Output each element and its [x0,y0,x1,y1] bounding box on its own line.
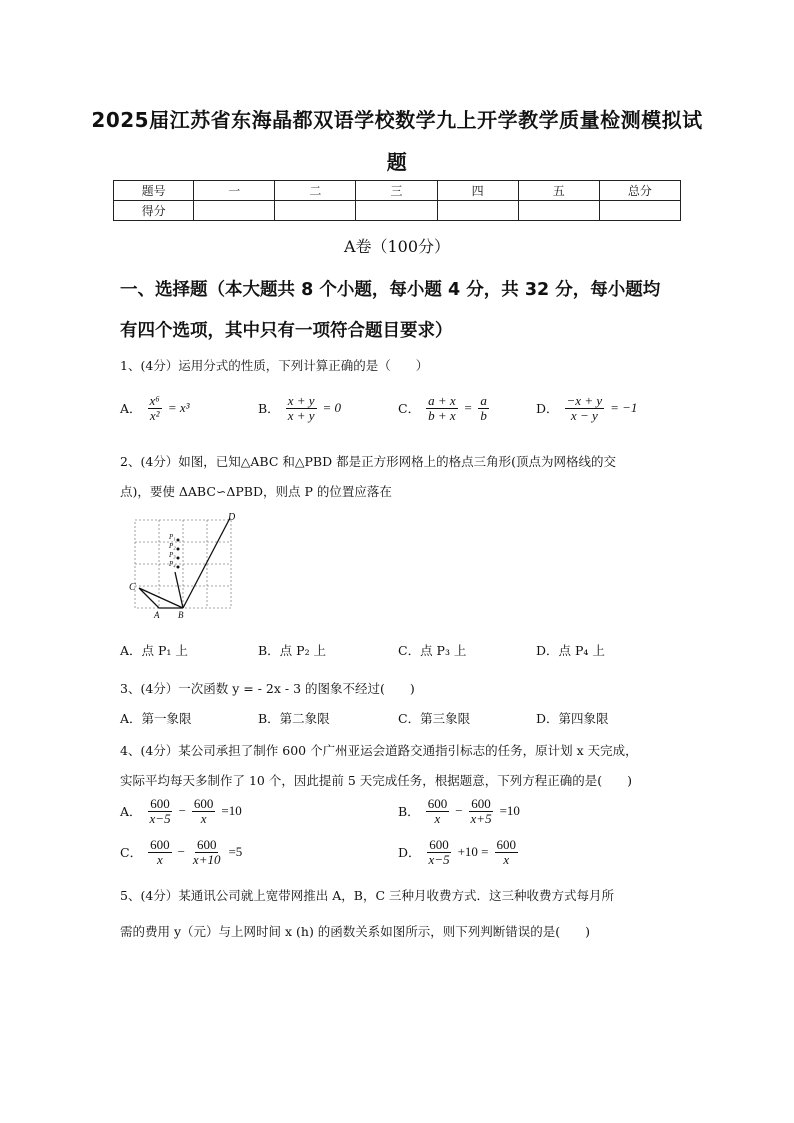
q2-stem-line1: 2、(4分）如图，已知△ABC 和△PBD 都是正方形网格上的格点三角形(顶点为网格线的交 [120,454,616,469]
fraction [426,797,450,825]
fraction [469,797,494,825]
q2-option-a[interactable]: A．点 P₁ 上 [120,643,188,658]
q3-option-d[interactable]: D．第四象限 [536,711,609,726]
fraction-denominator: x² [149,407,160,423]
fraction-denominator: x−5 [428,851,450,867]
fraction-numerator: −x + y [566,393,603,408]
q2-grid-figure [126,510,238,620]
option-label: A． [120,401,142,417]
option-label: C． [398,401,421,417]
q2-option-b[interactable]: B．点 P₂ 上 [258,643,327,658]
expression-rest: = [463,400,473,416]
fraction [495,838,519,866]
fraction [148,394,162,422]
score-input-cell[interactable] [518,201,599,221]
score-cell: 一 [194,181,275,201]
score-input-cell[interactable] [599,201,680,221]
score-input-cell[interactable] [194,201,275,221]
score-table-header-row [114,181,681,201]
score-cell: 五 [518,181,599,201]
q5-stem-line2: 需的费用 y（元）与上网时间 x (h) 的函数关系如图所示，则下列判断错误的是( ) [120,924,591,939]
grid-lines [135,520,231,608]
expression-rest: =10 [221,803,242,819]
expression-rest: = 0 [322,400,342,416]
q4-option-b[interactable] [398,797,520,825]
score-input-cell[interactable] [356,201,437,221]
label-p4: P₄ [169,560,176,568]
fraction [148,838,172,866]
q1-stem: 1、(4分）运用分式的性质，下列计算正确的是（ ） [120,358,429,373]
label-p2: P₂ [169,542,176,550]
option-label: A． [120,804,142,820]
fraction-numerator: 600 [427,796,448,811]
fraction-numerator: 600 [150,837,170,852]
fraction-numerator: x + y [287,393,315,408]
score-cell: 题号 [114,181,194,201]
fraction [426,394,458,422]
fraction-numerator: 600 [196,837,217,852]
fraction-denominator: x − y [570,407,598,423]
option-label: C． [120,845,143,861]
option-label: B． [258,401,280,417]
score-cell: 四 [437,181,518,201]
fraction-denominator: x [200,810,207,826]
q2-option-d[interactable]: D．点 P₄ 上 [536,643,605,658]
q4-stem-line2: 实际平均每天多制作了 10 个，因此提前 5 天完成任务，根据题意，下列方程正确的是( ) [120,773,633,788]
q1-option-d[interactable] [536,394,637,422]
operator: +10 = [457,844,489,860]
label-b: B [178,610,184,620]
label-a: A [154,610,160,620]
fraction-denominator: x [156,851,163,867]
fraction-numerator: 600 [429,837,449,852]
operator: − [177,844,185,860]
fraction-denominator: x [503,851,510,867]
operator: − [178,803,186,819]
score-cell: 总分 [599,181,680,201]
expression-rest: = x³ [167,400,190,416]
q3-option-a[interactable]: A．第一象限 [120,711,192,726]
label-c: C [129,582,136,593]
q1-option-a[interactable] [120,394,190,422]
doc-title-line1: 2025届江苏省东海晶都双语学校数学九上开学教学质量检测模拟试 [91,108,703,132]
fraction-numerator: x⁶ [149,393,160,408]
fraction-denominator: b [480,407,487,423]
fraction-numerator: 600 [496,837,516,852]
fraction [191,838,223,866]
fraction-numerator: 600 [150,796,170,811]
q5-stem-line1: 5、(4分）某通讯公司就上宽带网推出 A，B，C 三种月收费方式．这三种收费方式每月所 [120,888,615,903]
fraction [478,394,489,422]
q4-option-a[interactable] [120,797,242,825]
part1-heading-line2: 有四个选项，其中只有一项符合题目要求） [120,321,453,341]
doc-title-line2: 题 [386,150,408,174]
q1-option-b[interactable] [258,394,341,422]
q2-stem-line2: 点)，要使 ΔABC∽ΔPBD，则点 P 的位置应落在 [120,484,392,499]
q1-option-c[interactable] [398,394,489,422]
q3-option-b[interactable]: B．第二象限 [258,711,330,726]
q3-stem: 3、(4分）一次函数 y = - 2x - 3 的图象不经过( ) [120,681,415,696]
score-table-row [114,201,681,221]
q2-option-c[interactable]: C．点 P₃ 上 [398,643,467,658]
fraction-denominator: x+10 [192,851,221,867]
expression-rest: =10 [499,803,520,819]
option-label: D． [536,401,559,417]
score-cell: 三 [356,181,437,201]
q4-stem-line1: 4、(4分）某公司承担了制作 600 个广州亚运会道路交通指引标志的任务，原计划 x 天完成， [120,743,638,758]
fraction [427,838,452,866]
section-a-heading: A卷（100分） [343,237,451,256]
fraction [286,394,317,422]
triangles [139,518,230,608]
q4-option-c[interactable] [120,838,242,866]
score-cell-label: 得分 [114,201,194,221]
score-cell: 二 [275,181,356,201]
fraction-numerator: a [480,393,487,408]
option-label: D． [398,845,421,861]
q3-option-c[interactable]: C．第三象限 [398,711,471,726]
score-input-cell[interactable] [437,201,518,221]
fraction [565,394,605,422]
fraction-denominator: x+5 [470,810,492,826]
option-label: B． [398,804,420,820]
fraction-denominator: b + x [428,407,456,423]
fraction-denominator: x + y [287,407,315,423]
q4-option-d[interactable] [398,838,518,866]
fraction-denominator: x−5 [149,810,171,826]
fraction [192,797,216,825]
fraction-numerator: 600 [471,796,491,811]
fraction [148,797,173,825]
fraction-denominator: x [434,810,441,826]
label-p3: P₃ [169,551,176,559]
expression-rest: = −1 [610,400,638,416]
label-d: D [228,512,236,523]
part1-heading-line1: 一、选择题（本大题共 8 个小题，每小题 4 分，共 32 分，每小题均 [120,280,661,300]
score-input-cell[interactable] [275,201,356,221]
fraction-numerator: 600 [193,796,214,811]
operator: − [455,803,463,819]
fraction-numerator: a + x [428,393,456,408]
score-table [113,180,681,221]
label-p1: P₁ [169,533,176,541]
expression-rest: =5 [228,844,243,860]
